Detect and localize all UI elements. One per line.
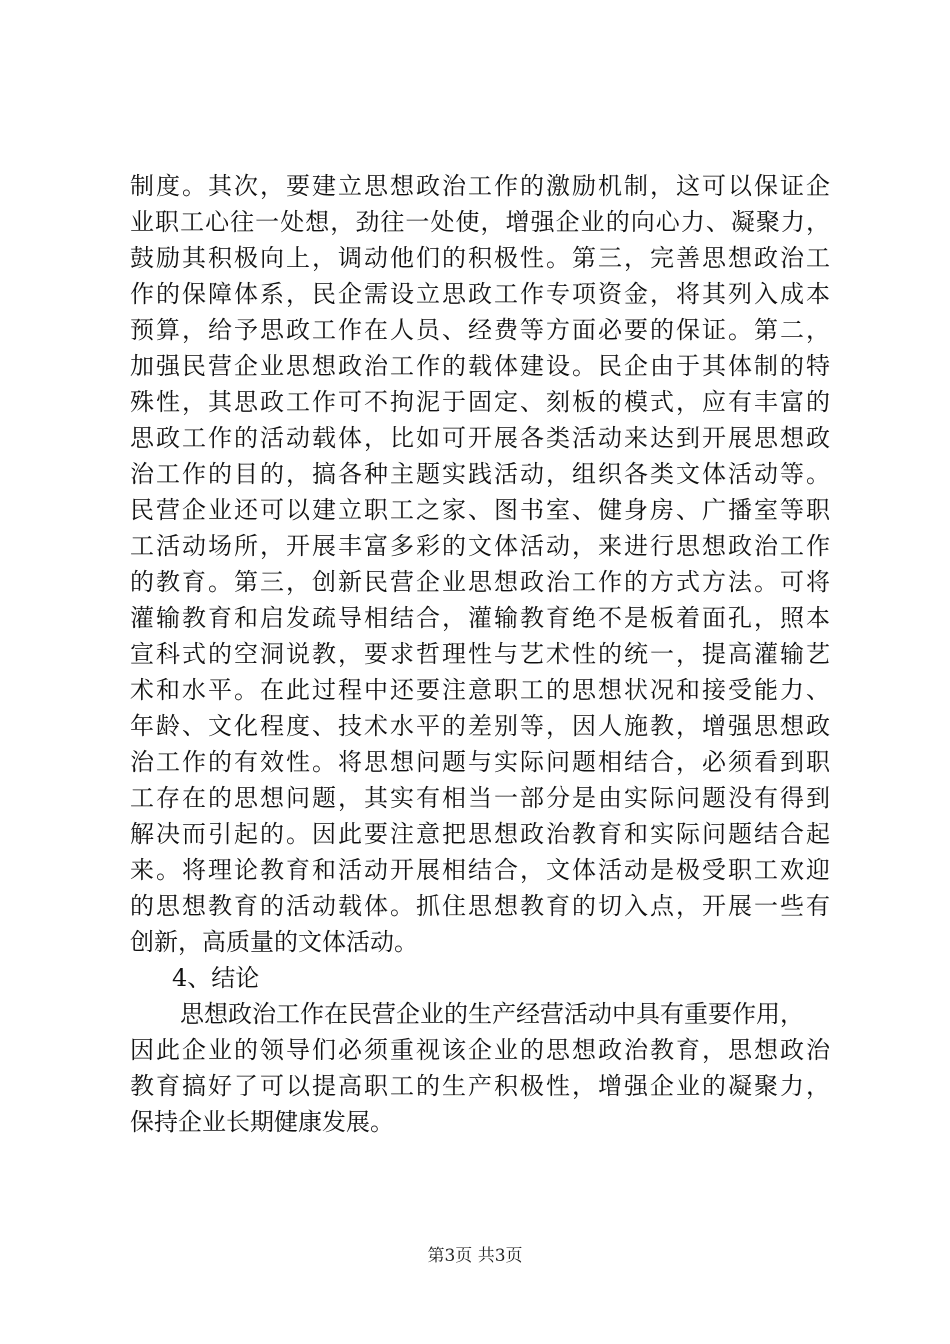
paragraph-line: 的教育。第三，创新民营企业思想政治工作的方式方法。可将 <box>130 568 830 596</box>
paragraph-line: 加强民营企业思想政治工作的载体建设。民企由于其体制的特 <box>130 352 830 380</box>
paragraph-line: 治工作的有效性。将思想问题与实际问题相结合，必须看到职 <box>130 748 830 776</box>
paragraph-line: 民营企业还可以建立职工之家、图书室、健身房、广播室等职 <box>130 496 830 524</box>
section-heading: 4、结论 <box>172 964 260 992</box>
paragraph-line: 解决而引起的。因此要注意把思想政治教育和实际问题结合起 <box>130 820 830 848</box>
paragraph-line: 来。将理论教育和活动开展相结合，文体活动是极受职工欢迎 <box>130 856 830 884</box>
conclusion-line: 因此企业的领导们必须重视该企业的思想政治教育，思想政治 <box>130 1036 830 1064</box>
paragraph-line: 创新，高质量的文体活动。 <box>130 928 418 956</box>
conclusion-line: 思想政治工作在民营企业的生产经营活动中具有重要作用， <box>180 1000 804 1028</box>
document-body <box>130 168 830 1140</box>
paragraph-line: 灌输教育和启发疏导相结合，灌输教育绝不是板着面孔，照本 <box>130 604 830 632</box>
paragraph-line: 业职工心往一处想，劲往一处使，增强企业的向心力、凝聚力， <box>130 208 830 236</box>
paragraph-line: 工活动场所，开展丰富多彩的文体活动，来进行思想政治工作 <box>130 532 830 560</box>
paragraph-line: 术和水平。在此过程中还要注意职工的思想状况和接受能力、 <box>130 676 830 704</box>
paragraph-line: 思政工作的活动载体，比如可开展各类活动来达到开展思想政 <box>130 424 830 452</box>
conclusion-line: 保持企业长期健康发展。 <box>130 1108 394 1136</box>
paragraph-line: 工存在的思想问题，其实有相当一部分是由实际问题没有得到 <box>130 784 830 812</box>
paragraph-line: 作的保障体系，民企需设立思政工作专项资金，将其列入成本 <box>130 280 830 308</box>
paragraph-line: 治工作的目的，搞各种主题实践活动，组织各类文体活动等。 <box>130 460 830 488</box>
paragraph-line: 的思想教育的活动载体。抓住思想教育的切入点，开展一些有 <box>130 892 830 920</box>
paragraph-line: 殊性，其思政工作可不拘泥于固定、刻板的模式，应有丰富的 <box>130 388 830 416</box>
paragraph-line: 预算，给予思政工作在人员、经费等方面必要的保证。第二， <box>130 316 830 344</box>
paragraph-line: 鼓励其积极向上，调动他们的积极性。第三，完善思想政治工 <box>130 244 830 272</box>
paragraph-line: 宣科式的空洞说教，要求哲理性与艺术性的统一，提高灌输艺 <box>130 640 830 668</box>
paragraph-line: 制度。其次，要建立思想政治工作的激励机制，这可以保证企 <box>130 172 830 200</box>
page-number-label: 第3页 共3页 <box>427 1246 523 1266</box>
paragraph-line: 年龄、文化程度、技术水平的差别等，因人施教，增强思想政 <box>130 712 830 740</box>
page-footer <box>0 1244 950 1268</box>
conclusion-line: 教育搞好了可以提高职工的生产积极性，增强企业的凝聚力， <box>130 1072 830 1100</box>
